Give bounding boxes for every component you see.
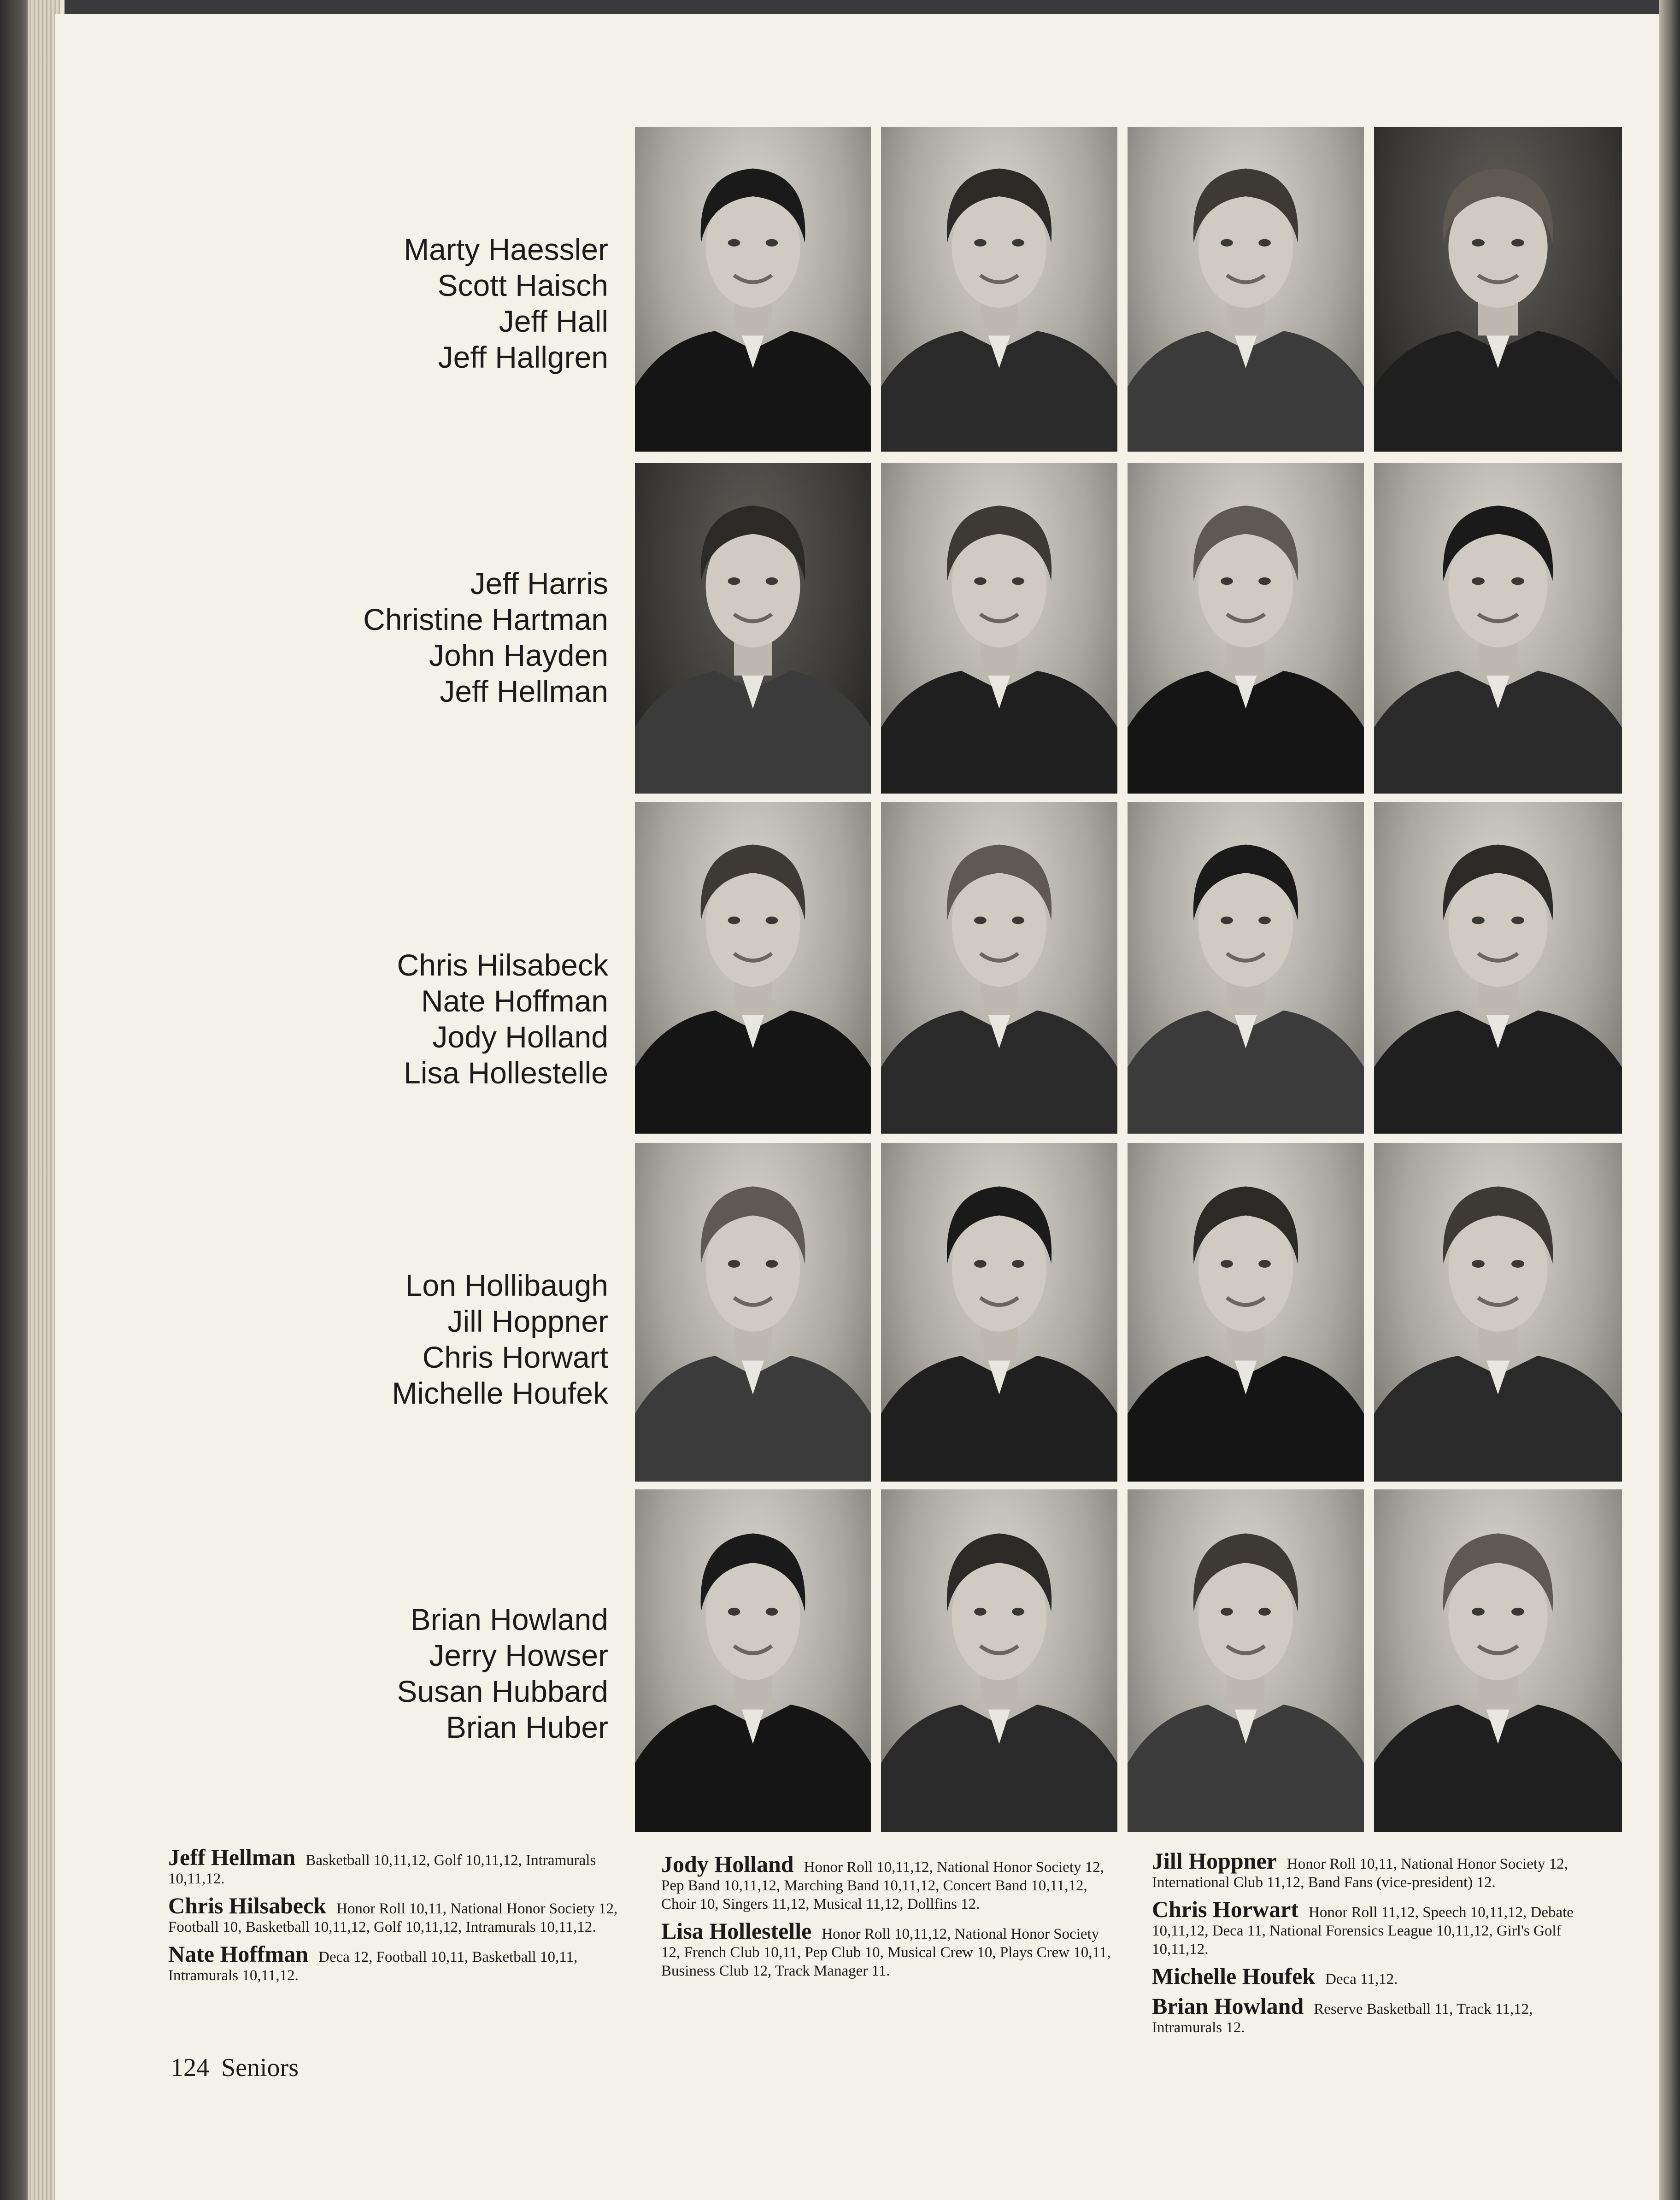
bio-name: Jeff Hellman (168, 1844, 296, 1870)
bio-column-3 (1152, 1848, 1604, 2045)
student-portrait (1374, 1489, 1622, 1832)
bio-name: Jody Holland (661, 1851, 794, 1877)
student-name: Michelle Houfek (392, 1376, 608, 1410)
student-portrait (881, 1489, 1117, 1832)
student-name: Chris Hilsabeck (397, 948, 608, 982)
bio-text: Honor Roll 10,11,12, National Honor Society 12, Pep Band 10,11,12, Marching Band 10,11,12, Concert Band 10,11,12, Choir 10, Singers 11,12, Musical 11,12, Dollfins 12. (661, 1859, 1104, 1912)
student-name: Jill Hoppner (447, 1304, 608, 1338)
bio-entry (168, 1893, 620, 1936)
name-list-row-3 (230, 947, 608, 1091)
student-portrait (1374, 127, 1622, 452)
bio-entry (1152, 1896, 1604, 1959)
student-portrait (1374, 1143, 1622, 1482)
bio-text: Deca 12, Football 10,11, Basketball 10,11, Intramurals 10,11,12. (168, 1949, 578, 1984)
bio-column-2 (661, 1851, 1113, 1988)
page-footer (170, 2053, 311, 2082)
student-portrait (635, 1143, 871, 1482)
student-name: John Hayden (429, 638, 608, 672)
bio-text: Honor Roll 11,12, Speech 10,11,12, Debate 10,11,12, Deca 11, National Forensics League 10,11,12, Girl's Golf 10,11,12. (1152, 1904, 1574, 1958)
bio-name: Lisa Hollestelle (661, 1918, 812, 1944)
bio-entry (1152, 1993, 1604, 2037)
student-portrait (635, 1489, 871, 1832)
bio-text: Honor Roll 10,11, National Honor Society 12, International Club 11,12, Band Fans (vice-president) 12. (1152, 1856, 1568, 1891)
bio-entry (168, 1844, 620, 1888)
student-portrait (1128, 802, 1364, 1134)
student-name: Jody Holland (432, 1020, 608, 1054)
student-portrait (635, 802, 871, 1134)
page-number: 124 (170, 2053, 209, 2082)
bio-name: Michelle Houfek (1152, 1963, 1316, 1989)
student-name: Brian Huber (446, 1710, 608, 1744)
bio-text: Reserve Basketball 11, Track 11,12, Intramurals 12. (1152, 2001, 1533, 2036)
student-name: Jeff Harris (470, 566, 608, 600)
student-portrait (635, 127, 871, 452)
name-list-row-1 (230, 231, 608, 375)
student-name: Jeff Hellman (440, 674, 608, 708)
bio-column-1 (168, 1844, 620, 1993)
bio-name: Brian Howland (1152, 1993, 1304, 2019)
student-name: Marty Haessler (404, 232, 608, 266)
right-edge-shadow (1659, 0, 1680, 2200)
bio-entry (1152, 1848, 1604, 1892)
student-portrait (881, 127, 1117, 452)
student-portrait (635, 463, 871, 794)
student-name: Nate Hoffman (421, 984, 608, 1018)
bio-entry (661, 1851, 1113, 1913)
bio-name: Chris Hilsabeck (168, 1893, 327, 1918)
name-list-row-4 (230, 1267, 608, 1411)
student-portrait (1128, 127, 1364, 452)
student-name: Chris Horwart (422, 1340, 608, 1374)
student-portrait (1128, 1143, 1364, 1482)
student-name: Scott Haisch (437, 268, 608, 302)
section-title: Seniors (221, 2053, 299, 2082)
student-name: Lisa Hollestelle (404, 1056, 608, 1090)
bio-text: Deca 11,12. (1325, 1971, 1398, 1988)
student-portrait (881, 802, 1117, 1134)
student-name: Jeff Hallgren (438, 340, 608, 374)
bio-entry (168, 1941, 620, 1985)
bio-text: Basketball 10,11,12, Golf 10,11,12, Intramurals 10,11,12. (168, 1852, 596, 1887)
name-list-row-2 (230, 565, 608, 709)
student-portrait (881, 1143, 1117, 1482)
student-portrait (881, 463, 1117, 794)
student-portrait (1128, 1489, 1364, 1832)
name-list-row-5 (230, 1601, 608, 1745)
bio-name: Nate Hoffman (168, 1941, 309, 1967)
student-portrait (1374, 463, 1622, 794)
student-name: Susan Hubbard (397, 1674, 608, 1708)
student-portrait (1374, 802, 1622, 1134)
student-name: Jerry Howser (429, 1638, 608, 1672)
student-name: Christine Hartman (363, 602, 608, 636)
student-name: Lon Hollibaugh (405, 1268, 608, 1302)
bio-entry (1152, 1963, 1604, 1989)
bio-text: Honor Roll 10,11, National Honor Society 12, Football 10, Basketball 10,11,12, Golf 10,11,12, Intramurals 10,11,12. (168, 1900, 618, 1935)
student-name: Brian Howland (410, 1602, 608, 1636)
bio-entry (661, 1918, 1113, 1980)
bio-text: Honor Roll 10,11,12, National Honor Society 12, French Club 10,11, Pep Club 10, Musical Crew 10, Plays Crew 10,11, Business Club 12, Track Manager 11. (661, 1926, 1111, 1979)
bio-name: Chris Horwart (1152, 1896, 1298, 1922)
student-name: Jeff Hall (499, 304, 608, 338)
student-portrait (1128, 463, 1364, 794)
bio-name: Jill Hoppner (1152, 1848, 1277, 1874)
